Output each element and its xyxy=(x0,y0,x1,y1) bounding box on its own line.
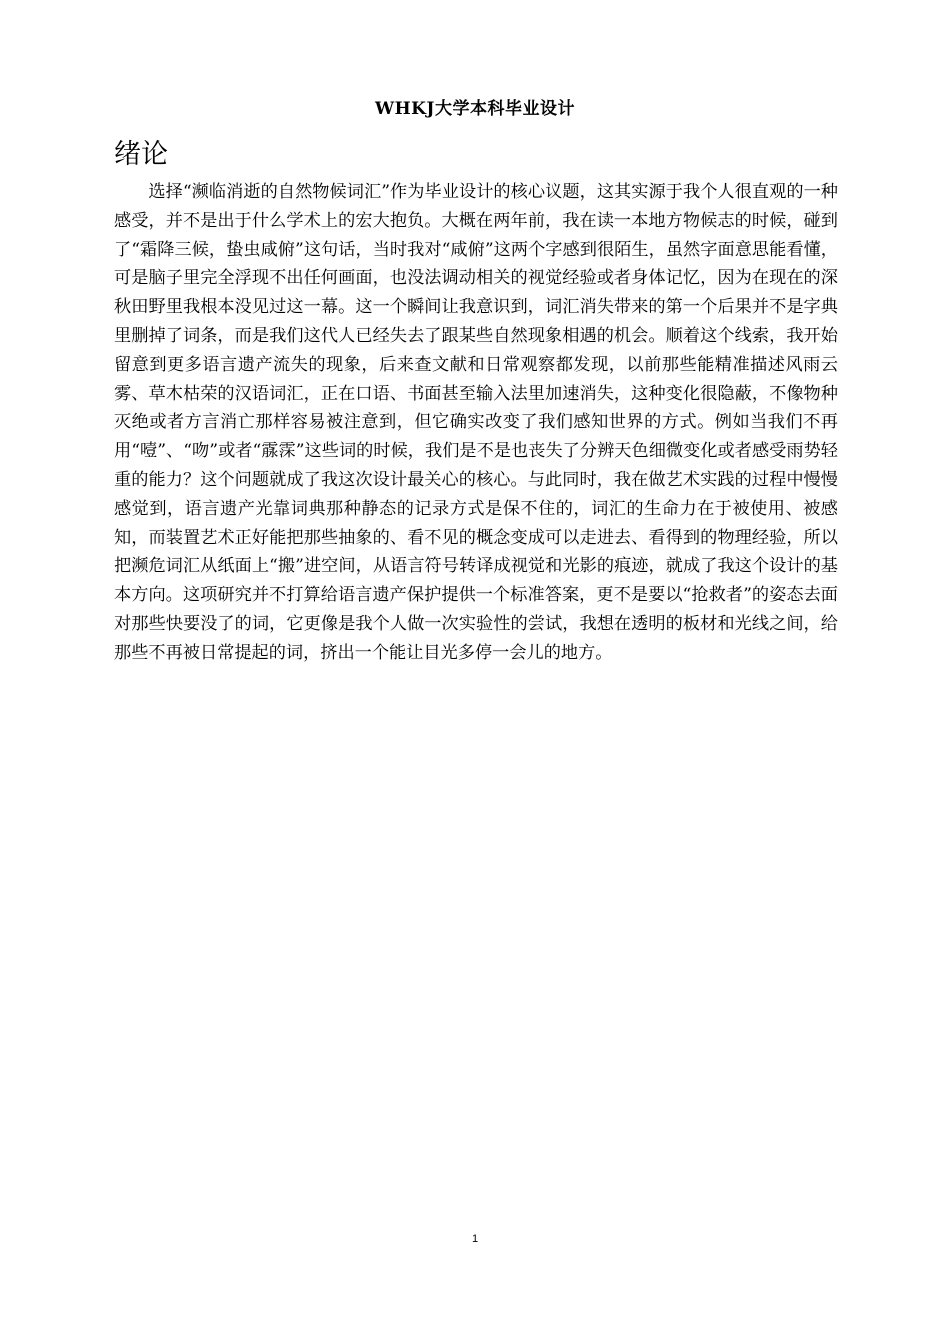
body-paragraph: 选择“濒临消逝的自然物候词汇”作为毕业设计的核心议题，这其实源于我个人很直观的一种感受，并不是出于什么学术上的宏大抱负。大概在两年前，我在读一本地方物候志的时候，碰到了“霜降三候，蛰虫咸俯”这句话，当时我对“咸俯”这两个字感到很陌生，虽然字面意思能看懂，可是脑子里完全浮现不出任何画面，也没法调动相关的视觉经验或者身体记忆，因为在现在的深秋田野里我根本没见过这一幕。这一个瞬间让我意识到，词汇消失带来的第一个后果并不是字典里删掉了词条，而是我们这代人已经失去了跟某些自然现象相遇的机会。顺着这个线索，我开始留意到更多语言遗产流失的现象，后来查文献和日常观察都发现，以前那些能精准描述风雨云雾、草木枯荣的汉语词汇，正在口语、书面甚至输入法里加速消失，这种变化很隐蔽，不像物种灭绝或者方言消亡那样容易被注意到，但它确实改变了我们感知世界的方式。例如当我们不再用“噎”、“吻”或者“霡霂”这些词的时候，我们是不是也丧失了分辨天色细微变化或者感受雨势轻重的能力？这个问题就成了我这次设计最关心的核心。与此同时，我在做艺术实践的过程中慢慢感觉到，语言遗产光靠词典那种静态的记录方式是保不住的，词汇的生命力在于被使用、被感知，而装置艺术正好能把那些抽象的、看不见的概念变成可以走进去、看得到的物理经验，所以把濒危词汇从纸面上“搬”进空间，从语言符号转译成视觉和光影的痕迹，就成了我这个设计的基本方向。这项研究并不打算给语言遗产保护提供一个标准答案，更不是要以“抢救者”的姿态去面对那些快要没了的词，它更像是我个人做一次实验性的尝试，我想在透明的板材和光线之间，给那些不再被日常提起的词，挤出一个能让目光多停一会儿的地方。 xyxy=(114,182,838,663)
chapter-title: 绪论 xyxy=(114,139,168,170)
page-header: WHKJ大学本科毕业设计 xyxy=(375,99,575,119)
page-number: 1 xyxy=(471,1233,479,1245)
